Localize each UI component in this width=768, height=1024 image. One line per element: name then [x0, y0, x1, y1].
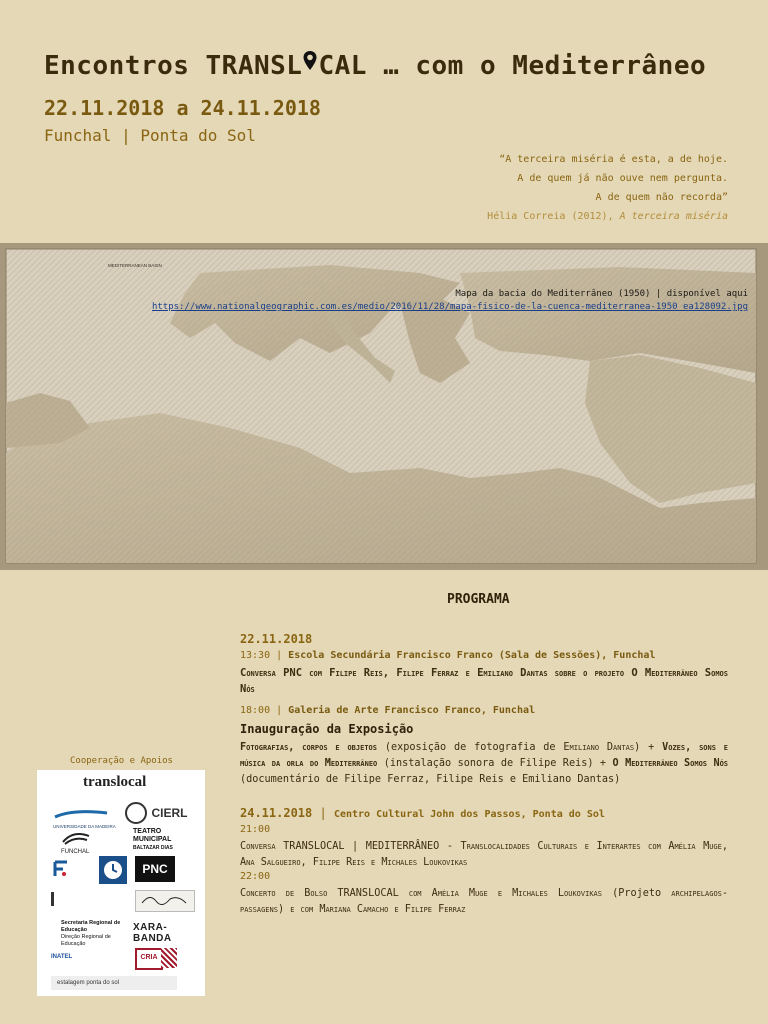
- clock-logo: [99, 856, 127, 884]
- cooperation-label: Cooperação e Apoios: [70, 756, 173, 766]
- signature-logo: [135, 890, 195, 912]
- cria-logo: CRIA: [135, 948, 163, 970]
- xarabanda-logo: XARA-BANDA: [133, 922, 172, 944]
- sponsor-logos-panel: [37, 770, 205, 996]
- event-time: 22:00: [240, 871, 271, 882]
- translocal-logo: translocal: [83, 774, 147, 790]
- event-description: Fotografias, corpos e objetos (exposição de fotografia de Emiliano Dantas) + Vozes, sons e música da orla do Mediterrâneo (instalação sonora de Filipe Reis) + O Mediterrâneo Somos Nós (documentário de Filipe Ferraz, Filipe Reis e Emiliano Dantas): [240, 742, 729, 785]
- pattern-logo: [161, 948, 177, 968]
- day-date: 24.11.2018 | Centro Cultural John dos Passos, Ponta do Sol: [240, 806, 605, 820]
- inatel-logo: INATEL: [51, 954, 73, 960]
- quote-line: A de quem não recorda”: [595, 192, 728, 203]
- event-title: Inauguração da Exposição: [240, 722, 414, 736]
- event-meta: 13:30 | Escola Secundária Francisco Franco (Sala de Sessões), Funchal: [240, 650, 656, 661]
- quote-work-title: A terceira miséria: [619, 211, 728, 222]
- epigraph-quote: [487, 150, 728, 226]
- quote-line: A de quem já não ouve nem pergunta.: [517, 173, 728, 184]
- event-meta: 18:00 | Galeria de Arte Francisco Franco, Funchal: [240, 705, 536, 716]
- program-schedule: [240, 632, 728, 918]
- event-title: Conversa TRANSLOCAL | MEDITERRÂNEO - Translocalidades Culturais e Interartes com Amélia Muge, Ana Salgueiro, Filipe Reis e Michales Loukovikas: [240, 841, 728, 868]
- page-title: Encontros TRANSL CAL … com o Mediterrâneo: [44, 51, 707, 81]
- funding-logo: [53, 860, 69, 883]
- event-places: Funchal | Ponta do Sol: [44, 126, 256, 145]
- regional-gov-logo: [51, 892, 116, 906]
- day-date: 22.11.2018: [240, 632, 313, 646]
- map-caption-text: Mapa da bacia do Mediterrâneo (1950) | disponível aqui: [455, 289, 748, 299]
- map-source-link[interactable]: https://www.nationalgeographic.com.es/medio/2016/11/28/mapa-fisico-de-la-cuenca-mediterranea-1950_ea128092.jpg: [151, 302, 748, 312]
- secretaria-logo: Secretaria Regional de Educação Direção Regional de Educação: [61, 920, 121, 947]
- map-pin-icon: [302, 50, 318, 81]
- quote-line: “A terceira miséria é esta, a de hoje.: [499, 154, 728, 165]
- event-dates: 22.11.2018 a 24.11.2018: [44, 96, 321, 120]
- pnc-logo: PNC: [135, 856, 175, 882]
- event-time: 21:00: [240, 824, 271, 835]
- funchal-logo: FUNCHAL: [61, 830, 91, 855]
- quote-attribution: Hélia Correia (2012), A terceira miséria: [487, 211, 728, 222]
- teatro-logo: TEATRO MUNICIPAL BALTAZAR DIAS: [133, 828, 173, 851]
- program-heading: PROGRAMA: [447, 592, 510, 607]
- estalagem-logo: estalagem ponta do sol: [51, 976, 177, 990]
- map-caption: [152, 288, 748, 314]
- cierl-logo: CIERL: [125, 802, 187, 824]
- event-title: Conversa PNC com Filipe Reis, Filipe Ferraz e Emiliano Dantas sobre o projeto O Mediterrâneo Somos Nós: [240, 667, 728, 695]
- map-inner-label: MEDITERRANEAN BASIN: [108, 263, 162, 268]
- event-title: Concerto de Bolso TRANSLOCAL com Amélia Muge e Michales Loukovikas (Projeto archipelagos-passagens) e com Mariana Camacho e Filipe Ferraz: [240, 888, 729, 915]
- uma-logo: UNIVERSIDADE DA MADEIRA: [53, 806, 123, 829]
